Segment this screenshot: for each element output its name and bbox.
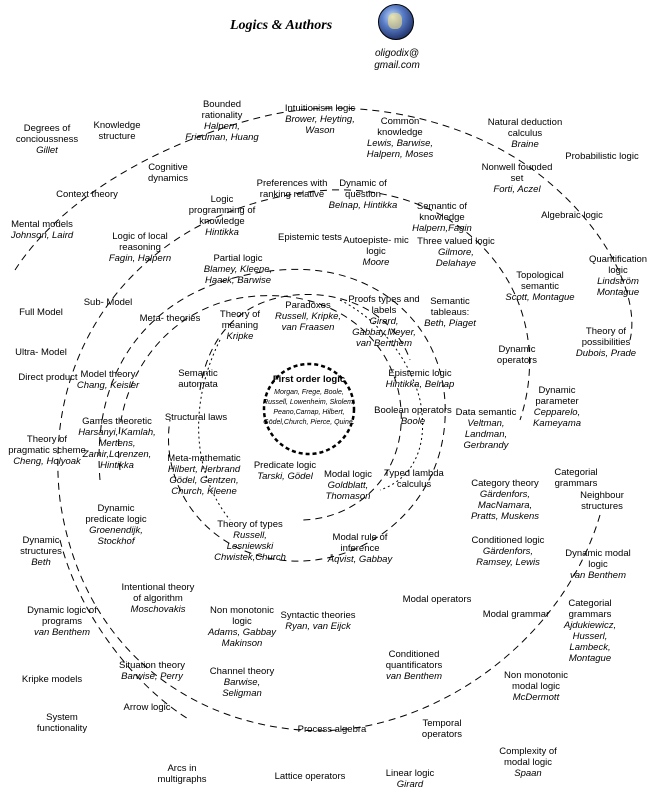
node-label: Lattice operators [274,771,346,782]
node-label: Games theoretic [82,416,152,427]
node-authors: Boole [400,416,426,427]
node-label: Cognitive dynamics [147,162,189,184]
node-knowledge-structure [78,120,156,142]
page-title: Logics & Authors [230,18,333,33]
node-ultra-model [2,347,80,358]
node-label: Algebraic logic [541,210,603,221]
node-theory-of-meaning [201,309,279,342]
node-label: Modal grammar [482,609,550,620]
node-authors: Girard, Gabbay,Meyer, van Benthem [352,316,416,349]
node-label: Dynamic operators [496,344,538,366]
node-modal-rule-inference [321,532,399,565]
node-three-valued-logic [417,236,495,269]
node-direct-product [9,372,87,383]
node-authors: Gillet [36,145,58,156]
node-label: Meta- theories [139,313,201,324]
node-label: Semantic automata [178,368,218,390]
node-categorial-grammars-2 [551,598,629,664]
node-label: Autoepiste- mic logic [343,235,409,257]
node-authors: Kripke [226,331,254,342]
node-authors: Moschovakis [130,604,186,615]
node-bounded-rationality [183,99,261,143]
node-categorial-grammars [537,467,615,489]
node-meta-mathematic [165,453,243,497]
node-partial-logic [199,253,277,286]
center-authors: Morgan, Frege, Boole, Russell, Lowenheim, Skolem, Peano,Carnap, Hilbert, Gödel,Church, Pierce, Quine. [263,389,355,426]
node-syntactic-theories [279,610,357,632]
node-label: Ultra- Model [15,347,67,358]
node-authors: van Benthem [34,627,90,638]
node-label: Dynamic modal logic [565,548,631,570]
node-label: Common knowledge [377,116,423,138]
node-authors: Halpern, Friedman, Huang [185,121,259,143]
node-authors: Dubois, Prade [575,348,637,359]
node-label: Partial logic [213,253,263,264]
node-label: Paradoxes [285,300,331,311]
email-address: oligodix@ gmail.com [374,48,420,71]
node-epistemic-logic [381,368,459,390]
node-label: Intuitionism logic [284,103,356,114]
node-label: System functionality [36,712,88,734]
node-label: Degrees of concioussness [15,123,79,145]
node-conditioned-quantificators [375,649,453,682]
node-label: Typed lambda calculus [384,468,444,490]
node-games-theoretic [78,416,156,471]
node-label: Semantic of knowledge [416,201,468,223]
node-dynamic-parameter [518,385,596,429]
node-authors: Lindström Montague [596,276,640,298]
node-nonwell-founded-set [478,162,556,195]
node-label: Complexity of modal logic [499,746,557,768]
node-dynamic-structures [2,535,80,568]
node-label: Knowledge structure [93,120,141,142]
node-authors: Beth [31,557,51,568]
node-label: Meta-mathematic [167,453,241,464]
node-theory-of-possibilities [567,326,645,359]
node-label: Temporal operators [421,718,463,740]
node-label: Logic of local reasoning [112,231,168,253]
node-authors: Groenendijk, Stockhof [89,525,143,547]
node-authors: Brower, Heyting, Wason [285,114,355,136]
node-authors: Barwise, Perry [121,671,183,682]
node-label: Dynamic parameter [535,385,579,407]
node-theory-of-types [211,519,289,563]
node-label: Full Model [19,307,63,318]
node-label: Theory of possibilities [581,326,631,348]
node-label: Three valued logic [417,236,495,247]
node-intuitionism-logic [281,103,359,136]
node-label: Boolean operators [374,405,452,416]
node-authors: van Benthem [570,570,626,581]
node-authors: Hintikka, Belnap [385,379,455,390]
node-dynamic-of-question [324,178,402,211]
node-label: Semantic tableaus: [430,296,470,318]
node-label: Non monotonic logic [210,605,274,627]
node-authors: Russell, Kripke, van Fraasen [275,311,341,333]
node-neighbour-structures [563,490,641,512]
node-authors: van Benthem [386,671,442,682]
node-label: Non monotonic modal logic [504,670,568,692]
node-label: Predicate logic [253,460,317,471]
node-label: Preferences with ranking relative [256,178,328,200]
node-label: Categorial grammars [568,598,612,620]
node-full-model [2,307,80,318]
node-authors: Spaan [514,768,542,779]
node-label: Model theory [80,369,136,380]
node-label: Theory of types [217,519,283,530]
node-meta-theories [131,313,209,324]
node-authors: Moore [362,257,390,268]
node-label: Linear logic [385,768,435,779]
node-authors: Gärdenfors, Ramsey, Lewis [476,546,540,568]
node-autoepistemic-logic [337,235,415,268]
center-title: First order logic [272,374,346,385]
node-authors: Halpern,Fagin [412,223,472,234]
node-authors: Fagin, Halpern [108,253,172,264]
node-category-theory [466,478,544,522]
node-kripke-models [13,674,91,685]
node-label: Modal rule of inference [332,532,388,554]
node-label: Dynamic logic of programs [27,605,97,627]
node-natural-deduction [486,117,564,150]
node-modal-operators [398,594,476,605]
node-label: Syntactic theories [280,610,356,621]
node-authors: Scott, Montague [505,292,575,303]
node-authors: Girard [396,779,424,790]
node-label: Bounded rationality [201,99,243,121]
node-logic-programming-knowledge [183,194,261,238]
node-label: Direct product [18,372,78,383]
node-quantification-logic [579,254,657,298]
node-authors: Veltman, Landman, Gerbrandy [463,418,509,451]
node-intentional-theory-algorithm [119,582,197,615]
node-label: Epistemic logic [388,368,452,379]
node-non-monotonic-modal-logic [497,670,575,703]
node-label: Modal operators [402,594,472,605]
node-modal-grammar [477,609,555,620]
node-label: Arrow logic [123,702,171,713]
node-algebraic-logic [533,210,611,221]
node-authors: Hilbert, Herbrand Gödel, Gentzen, Church, Kleene [167,464,241,497]
node-label: Quantification logic [588,254,648,276]
globe-logo-icon [378,4,414,40]
node-authors: Blamey, Kleene, Haack, Barwise [203,264,273,286]
node-authors: Cheng, Holyoak [13,456,81,467]
node-system-functionality [23,712,101,734]
node-label: Conditioned logic [471,535,545,546]
node-cognitive-dynamics [129,162,207,184]
node-linear-logic [371,768,449,790]
node-authors: Barwise, Seligman [222,677,262,699]
node-process-algebra [293,724,371,735]
node-label: Sub- Model [83,297,133,308]
node-label: Categorial grammars [554,467,598,489]
node-authors: Gilmore, Delahaye [435,247,477,269]
node-label: Mental models [11,219,73,230]
node-authors: Harsanyi, Kamlah, Mertens, Zamir,Lorenzen, Hintikka [78,427,156,471]
node-temporal-operators [403,718,481,740]
node-label: Structural laws [164,412,228,423]
node-complexity-modal-logic [489,746,567,779]
node-label: Topological semantic [516,270,564,292]
node-dynamic-modal-logic [559,548,637,581]
node-label: Context theory [56,189,118,200]
node-label: Proofs types and labels [348,294,420,316]
node-conditioned-logic [469,535,547,568]
node-label: Intentional theory of algorithm [121,582,195,604]
node-non-monotonic-logic [203,605,281,649]
node-logic-local-reasoning [101,231,179,264]
node-authors: Beth, Piaget [424,318,476,329]
node-label: Arcs in multigraphs [157,763,207,785]
node-label: Situation theory [118,660,185,671]
node-dynamic-logic-programs [23,605,101,638]
node-label: Dynamic of question [339,178,387,200]
node-authors: Forti, Aczel [493,184,541,195]
node-boolean-operators [374,405,452,427]
node-authors: Adams, Gabbay Makinson [207,627,277,649]
node-authors: Åqvist, Gabbay [327,554,393,565]
node-authors: Ajdukiewicz, Husserl, Lambeck, Montague [563,620,617,664]
node-semantic-tableaus [411,296,489,329]
node-dynamic-predicate-logic [77,503,155,547]
node-label: Kripke models [21,674,83,685]
node-authors: Chang, Keisler [76,380,140,391]
node-authors: Belnap, Hintikka [328,200,398,211]
node-semantic-automata [159,368,237,390]
node-authors: Johnson, Laird [10,230,74,241]
node-degrees-of-consciousness [8,123,86,156]
node-arrow-logic [108,702,186,713]
node-authors: Tarski, Gödel [257,471,313,482]
node-lattice-operators [271,771,349,782]
node-label: Data semantic [455,407,517,418]
node-typed-lambda-calculus [375,468,453,490]
node-authors: Hintikka [205,227,239,238]
node-dynamic-operators [478,344,556,366]
node-situation-theory [113,660,191,682]
node-label: Theory of meaning [219,309,261,331]
node-label: Channel theory [209,666,275,677]
node-sub-model [69,297,147,308]
node-channel-theory [203,666,281,699]
node-authors: Braine [511,139,539,150]
node-arcs-in-multigraphs [143,763,221,785]
node-semantic-of-knowledge [403,201,481,234]
node-data-semantic [447,407,525,451]
node-paradoxes [269,300,347,333]
node-label: Process algebra [297,724,367,735]
node-authors: Goldblatt, Thomason [325,480,371,502]
node-authors: Cepparelo, Kameyama [532,407,582,429]
node-label: Theory of pragmatic scheme [8,434,86,456]
node-theory-pragmatic-schemes [8,434,86,467]
node-authors: Lewis, Barwise, Halpern, Moses [366,138,434,160]
node-label: Conditioned quantificators [385,649,443,671]
node-topological-semantic [501,270,579,303]
node-label: Logic programming of knowledge [188,194,256,227]
node-authors: Gärdenfors, MacNamara, Pratts, Muskens [470,489,540,522]
node-label: Modal logic [323,469,373,480]
node-label: Neighbour structures [580,490,624,512]
node-authors: Russell, Lesniewski Chwistek,Church [214,530,286,563]
node-preferences-ranking [253,178,331,200]
node-label: Dynamic predicate logic [85,503,147,525]
node-authors: McDermott [512,692,560,703]
node-label: Probabilistic logic [565,151,639,162]
node-structural-laws [157,412,235,423]
node-label: Natural deduction calculus [487,117,563,139]
node-label: Nonwell founded set [481,162,553,184]
node-label: Category theory [471,478,539,489]
node-common-knowledge [361,116,439,160]
node-label: Dynamic structures [20,535,62,557]
node-probabilistic-logic [563,151,641,162]
node-authors: Ryan, van Eijck [285,621,351,632]
node-context-theory [48,189,126,200]
node-label: Epistemic tests [278,232,342,243]
node-mental-models [3,219,81,241]
